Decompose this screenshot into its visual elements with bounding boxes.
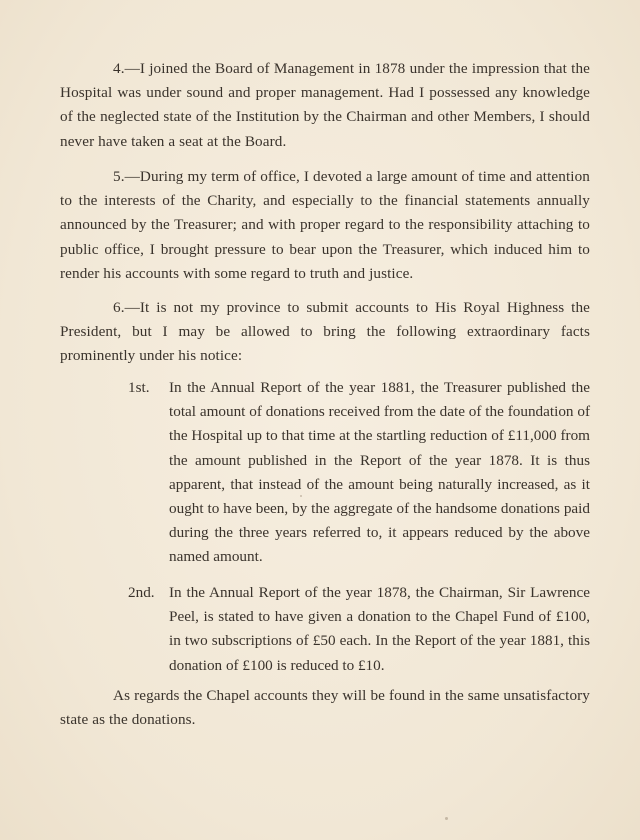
list-item-text: In the Annual Report of the year 1881, the Treasurer published the total amount of donations received from the date of the foundation of the Hospital up to that time at the startling reduction of £11,000 from the amount published in the Report of the year 1878. It is thus apparent, that instead of the amount being naturally increased, as it ought to have been, by the aggregate of the handsome donations paid during the three years referred to, it appears reduced by the above named amount. <box>169 379 590 566</box>
paragraph-4 <box>60 57 590 154</box>
paragraph-4-text: 4.—I joined the Board of Management in 1878 under the impression that the Hospital was under sound and proper management. Had I possessed any knowledge of the neglected state of the Institution by the Chairman and other Members, I should never have taken a seat at the Board. <box>60 60 590 150</box>
list-item-number: 2nd. <box>128 584 155 601</box>
list-item-text: In the Annual Report of the year 1878, the Chairman, Sir Lawrence Peel, is stated to have given a donation to the Chapel Fund of £100, in two subscriptions of £50 each. In the Report of the year 1881, this donation of £100 is reduced to £10. <box>169 584 590 674</box>
list-item-number: 1st. <box>128 379 150 396</box>
paper-speck <box>445 817 448 820</box>
paragraph-5-text: 5.—During my term of office, I devoted a large amount of time and attention to the interests of the Charity, and especially to the financial statements annually announced by the Treasurer; and with proper regard to the responsibility attaching to public office, I brought pressure to bear upon the Treasurer, which induced him to render his accounts with some regard to truth and justice. <box>60 168 590 282</box>
closing-paragraph <box>60 684 590 732</box>
paragraph-5 <box>60 165 590 286</box>
paragraph-6-text: 6.—It is not my province to submit accounts to His Royal Highness the President, but I may be allowed to bring the following extraordinary facts prominently under his notice: <box>60 299 590 365</box>
closing-paragraph-text: As regards the Chapel accounts they will be found in the same unsatisfactory state as the donations. <box>60 687 590 729</box>
paragraph-6 <box>60 296 590 369</box>
paper-speck <box>300 495 302 497</box>
